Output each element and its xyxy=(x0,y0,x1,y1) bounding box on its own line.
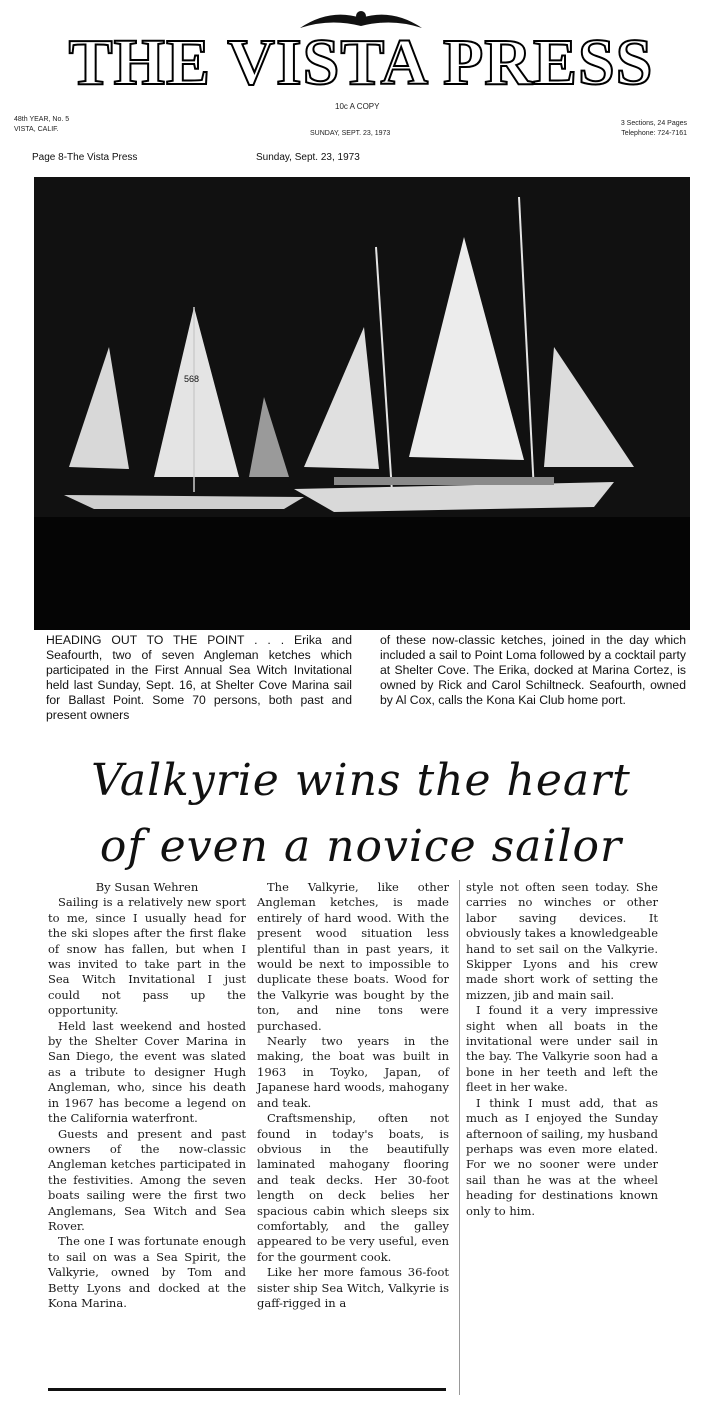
headline-line-2: of even a novice sailor xyxy=(99,821,623,872)
paragraph: I found it a very impressive sight when all boats in the invitational were under sail in the bay. The Valkyrie soon had a bone in her teeth and left the fleet in her wake. xyxy=(466,1003,658,1095)
paragraph: The one I was fortunate enough to sail on was a Sea Spirit, the Valkyrie, owned by Tom and Betty Lyons and docked at the Kona Marina. xyxy=(48,1234,246,1310)
copy-price: 10c A COPY xyxy=(335,102,380,111)
sections-count: 3 Sections, 24 Pages xyxy=(620,120,687,127)
sail-number: 568 xyxy=(184,374,200,384)
issue-number: 48th YEAR, No. 5 xyxy=(14,116,70,123)
paragraph: Craftsmenship, often not found in today's boats, is obvious in the beautifully laminated mahogany flooring and teak decks. Her 30-foot length on deck belies her spacious cabin which sleeps six comfortably, and the galley appeared to be very useful, even for the gourment cook. xyxy=(257,1111,449,1264)
article-column-2 xyxy=(257,880,449,1311)
page-number: Page 8-The Vista Press xyxy=(32,152,138,163)
masthead-date: SUNDAY, SEPT. 23, 1973 xyxy=(310,130,391,137)
paragraph: I think I must add, that as much as I enjoyed the Sunday afternoon of sailing, my husband perhaps was even more elated. For we no sooner were under sail than he was at the wheel heading for destinations known only to him. xyxy=(466,1095,658,1218)
headline-line-1: Valkyrie wins the heart xyxy=(91,755,631,806)
hull-left xyxy=(64,495,304,509)
column-divider xyxy=(459,880,460,1395)
paragraph: Held last weekend and hosted by the Shelter Cover Marina in San Diego, the event was slated as a tribute to designer Hugh Angleman, who, since his death in 1967 has become a legend on the California waterfront. xyxy=(48,1018,246,1126)
paragraph: Like her more famous 36-foot sister ship Sea Witch, Valkyrie is gaff-rigged in a xyxy=(257,1265,449,1310)
bottom-rule xyxy=(48,1388,446,1391)
masthead xyxy=(0,0,722,150)
masthead-title: THE VISTA PRESS xyxy=(68,26,654,99)
photo-caption-left: HEADING OUT TO THE POINT . . . Erika and Seafourth, two of seven Angleman ketches which participated in the First Annual Sea Witch Invitational held last Sunday, Sept. 16, at Shelter Cove Marina sail for Ballast Point. Some 70 persons, both past and present owners xyxy=(46,633,352,722)
location: VISTA, CALIF. xyxy=(14,126,59,133)
paragraph: The Valkyrie, like other Angleman ketches, is made entirely of hard wood. With the present wood situation less plentiful than in past years, it would be next to impossible to duplicate these boats. Wood for the Valkyrie was bought by the ton, and nine tons were purchased. xyxy=(257,880,449,1033)
byline: By Susan Wehren xyxy=(95,880,199,894)
article-column-1 xyxy=(48,880,246,1311)
photo-caption-right: of these now-classic ketches, joined in the day which included a sail to Point Loma followed by a cocktail party at Shelter Cove. The Erika, docked at Marina Cortez, is owned by Rick and Carol Schiltneck. Seafourth, owned by Al Cox, calls the Kona Kai Club home port. xyxy=(380,633,686,707)
page-date: Sunday, Sept. 23, 1973 xyxy=(256,152,360,163)
paragraph: Guests and present and past owners of the now-classic Angleman ketches participated in the festivities. Among the seven boats sailing were the first two Anglemans, Sea Witch and Sea Rover. xyxy=(48,1126,246,1233)
paragraph: style not often seen today. She carries no winches or other labor saving devices. It obviously takes a knowledgeable hand to set sail on the Valkyrie. Skipper Lyons and his crew made short work of setting the mizzen, jib and main sail. xyxy=(466,880,658,1002)
sailboats-illustration xyxy=(34,177,690,630)
article-column-3 xyxy=(466,880,658,1219)
paragraph: Nearly two years in the making, the boat was built in 1963 in Toyko, Japan, of Japanese hard woods, mahogany and teak. xyxy=(257,1034,449,1110)
ketches-photo xyxy=(34,177,690,630)
telephone: Telephone: 724-7161 xyxy=(621,130,687,137)
paragraph: Sailing is a relatively new sport to me, since I usually head for the ski slopes after the first flake of snow has fallen, but when I was invited to take part in the Sea Witch Invitational I just could not pass up the opportunity. xyxy=(48,895,246,1018)
